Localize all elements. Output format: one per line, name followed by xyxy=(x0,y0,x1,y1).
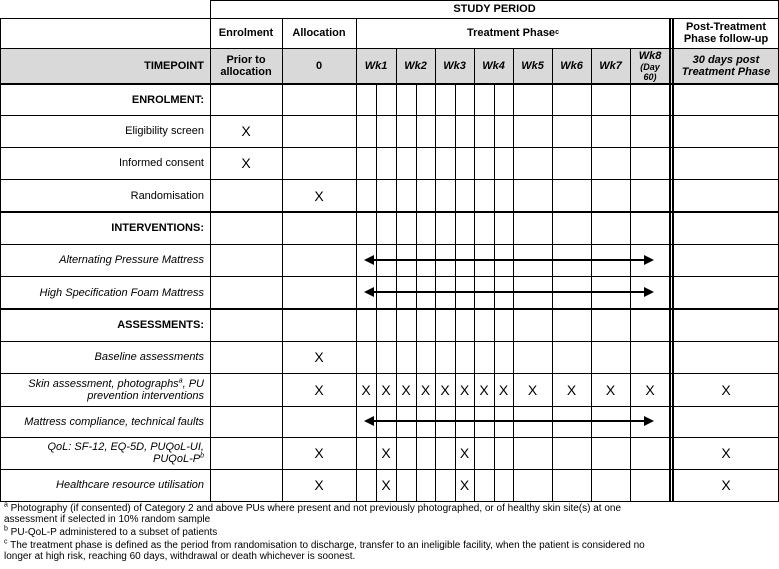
mark-skin-wk7: X xyxy=(605,381,616,398)
mark-baseline-allocation: X xyxy=(314,349,324,365)
mark-skin-wk3b: X xyxy=(459,381,470,398)
mark-skin-wk3a: X xyxy=(440,381,450,398)
row-apm-label: Alternating Pressure Mattress xyxy=(59,254,204,266)
timepoint-zero: 0 xyxy=(315,60,323,72)
mark-skin-wk6: X xyxy=(566,381,577,398)
footnote-b: $^b$ PU-QoL-P administered to a subset of patients xyxy=(4,525,218,538)
mark-skin-wk4b: X xyxy=(498,381,509,398)
row-consent-label: Informed consent xyxy=(119,157,204,169)
mark-skin-wk1b: X xyxy=(381,381,391,398)
phase-treatment: Treatment Phase c xyxy=(467,27,559,39)
mark-randomisation-allocation: X xyxy=(314,187,324,204)
phase-post-treatment: Post-Treatment Phase follow-up xyxy=(683,21,769,45)
apm-duration-arrow xyxy=(364,255,654,265)
row-compliance-label: Mattress compliance, technical faults xyxy=(24,415,204,428)
mark-skin-wk5: X xyxy=(527,381,538,398)
timepoint-wk5: Wk5 xyxy=(521,60,544,72)
mark-resource-post: X xyxy=(721,477,731,493)
mark-skin-wk1a: X xyxy=(361,381,371,398)
timepoint-wk4: Wk4 xyxy=(482,60,505,72)
mark-eligibility-enrolment: X xyxy=(241,123,251,139)
mark-skin-wk2a: X xyxy=(401,381,411,398)
timepoint-wk8: Wk8 (Day 60) xyxy=(638,50,662,82)
study-period-heading: STUDY PERIOD xyxy=(453,3,536,15)
mark-consent-enrolment: X xyxy=(241,155,251,171)
timepoint-wk6: Wk6 xyxy=(560,60,583,72)
timepoint-wk2: Wk2 xyxy=(404,60,427,72)
timepoint-post: 30 days post Treatment Phase xyxy=(681,54,771,78)
row-hsfm-label: High Specification Foam Mattress xyxy=(39,286,204,299)
mark-resource-wk3: X xyxy=(459,477,470,493)
mark-resource-wk1: X xyxy=(381,477,391,493)
timepoint-prior: Prior to allocation xyxy=(220,54,272,78)
row-skin-label: Skin assessment, photographs$^a$, PU prevention interventions xyxy=(28,376,204,402)
timepoint-label: TIMEPOINT xyxy=(144,60,204,72)
section-interventions: INTERVENTIONS: xyxy=(111,222,204,234)
hsfm-duration-arrow xyxy=(364,287,654,297)
mark-qol-post: X xyxy=(721,445,731,461)
mark-skin-post: X xyxy=(721,381,731,398)
timepoint-wk7: Wk7 xyxy=(599,60,622,72)
mark-qol-wk1: X xyxy=(381,445,391,461)
section-assessments: ASSESSMENTS: xyxy=(117,319,204,331)
row-resource-label: Healthcare resource utilisation xyxy=(56,479,204,491)
mark-skin-wk4a: X xyxy=(479,381,489,398)
row-eligibility-label: Eligibility screen xyxy=(125,125,204,137)
compliance-duration-arrow xyxy=(364,416,654,426)
mark-qol-allocation: X xyxy=(314,445,324,461)
row-baseline-label: Baseline assessments xyxy=(94,351,204,363)
mark-qol-wk3: X xyxy=(459,445,470,461)
mark-resource-allocation: X xyxy=(314,477,324,493)
row-randomisation-label: Randomisation xyxy=(130,189,204,202)
row-qol-label: QoL: SF-12, EQ-5D, PUQoL-UI, PUQoL-$P^b$ xyxy=(47,441,204,465)
mark-skin-wk2b: X xyxy=(420,381,431,398)
footnote-a: $^a$ Photography (if consented) of Category 2 and above PUs where present and not previously photographed, or of healthy skin site(s) at one assessment if selected in 10% random sample xyxy=(4,501,622,525)
phase-enrolment: Enrolment xyxy=(218,27,274,39)
timepoint-wk1: Wk1 xyxy=(364,60,388,72)
mark-skin-allocation: X xyxy=(314,381,324,398)
timepoint-wk3: Wk3 xyxy=(443,60,466,72)
mark-skin-wk8: X xyxy=(645,381,655,398)
footnote-c: $^c$ The treatment phase is defined as the period from randomisation to discharge, transfer to an ineligible facility, when the patient is considered no longer at high risk, reaching 60 days, withdrawal or death whichever is soonest. xyxy=(4,538,645,562)
phase-allocation: Allocation xyxy=(292,27,346,39)
section-enrolment: ENROLMENT: xyxy=(131,93,204,106)
